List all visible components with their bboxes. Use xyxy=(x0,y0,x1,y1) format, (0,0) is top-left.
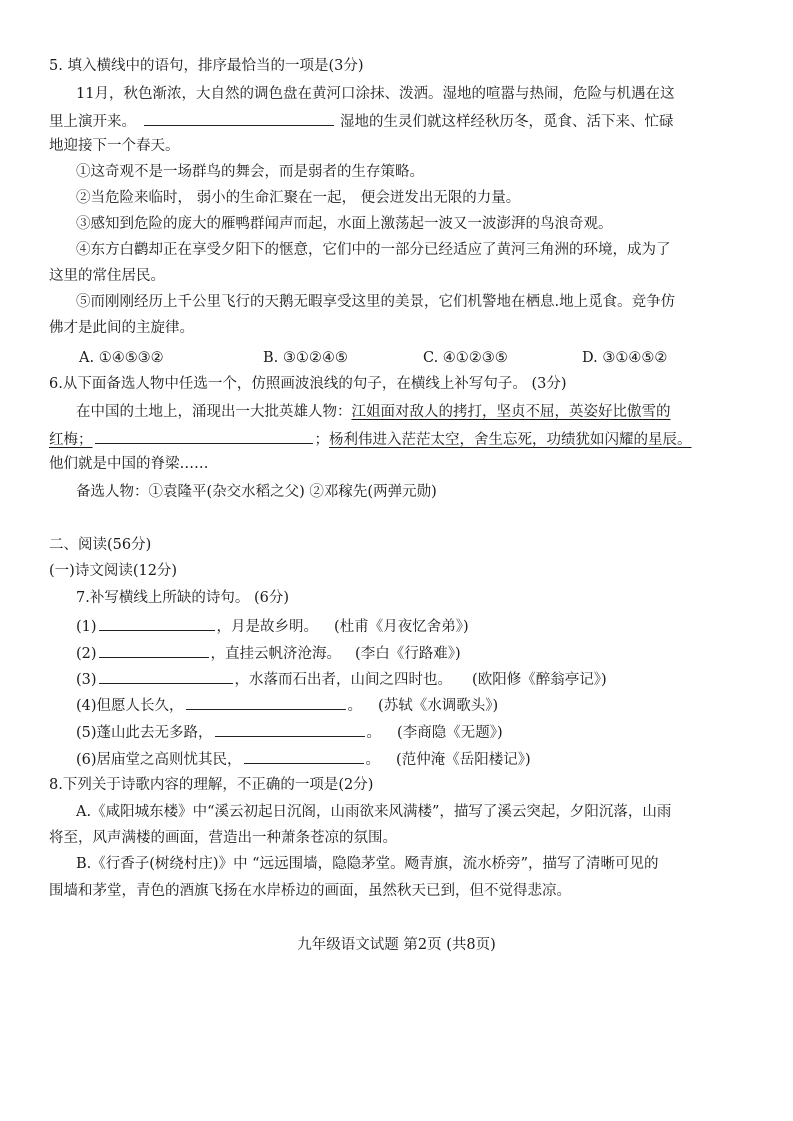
q7-item-5-period: 。 xyxy=(366,725,382,741)
q7-item-3 xyxy=(76,668,607,690)
q5-option-d[interactable]: D. ③①④⑤② xyxy=(582,350,668,366)
q6-line1-a: 在中国的土地上，涌现出一大批英雄人物： xyxy=(76,404,352,420)
q5-sentence-5a: ⑤而刚刚经历上千公里飞行的天鹅无暇享受这里的美景，它们机警地在栖息.地上觅食。竞争仿 xyxy=(76,294,676,310)
q7-item-4-source: (苏轼《水调歌头》) xyxy=(378,698,499,714)
q5-sentence-4a: ④东方白鹳却正在享受夕阳下的惬意，它们中的一部分已经适应了黄河三角洲的环境，成为了 xyxy=(76,242,671,258)
q6-wavy-sentence-part2: 红梅； xyxy=(49,432,93,448)
q7-item-1-text: ，月是故乡明。 xyxy=(216,619,319,635)
q6-line2-semicolon: ； xyxy=(314,432,329,448)
q8-option-b-line2: 围墙和茅堂，青色的酒旗飞扬在水岸桥边的画面，虽然秋天已到，但不觉得悲凉。 xyxy=(49,883,571,899)
q7-item-4 xyxy=(76,694,498,716)
q7-item-4-text: (4)但愿人长久， xyxy=(76,698,184,714)
q6-candidates: 备选人物：①袁隆平(杂交水稻之父) ②邓稼先(两弹元勋) xyxy=(76,484,437,500)
q5-sentence-5b: 佛才是此间的主旋律。 xyxy=(49,320,194,336)
q5-sentence-1: ①这奇观不是一场群鸟的舞会，而是弱者的生存策略。 xyxy=(76,164,424,180)
q7-item-2 xyxy=(76,642,461,664)
q7-item-5-blank[interactable] xyxy=(215,721,365,737)
page-footer: 九年级语文试题 第2页 (共8页) xyxy=(297,937,496,953)
q7-item-1-source: (杜甫《月夜忆舍弟》) xyxy=(334,619,469,635)
q7-item-3-blank[interactable] xyxy=(99,668,233,684)
q5-passage-line3: 地迎接下一个春天。 xyxy=(49,138,180,154)
q5-title: 5. 填入横线中的语句，排序最恰当的一项是(3分) xyxy=(49,58,364,74)
q7-item-4-blank[interactable] xyxy=(186,694,346,710)
q7-item-3-source: (欧阳修《醉翁亭记》) xyxy=(472,672,607,688)
q7-item-2-num: (2) xyxy=(76,646,97,662)
q6-answer-blank[interactable] xyxy=(95,428,313,444)
q6-wavy-sentence-part1: 江姐面对敌人的拷打，坚贞不屈，英姿好比傲雪的 xyxy=(351,404,671,420)
q7-item-2-text: ，直挂云帆济沧海。 xyxy=(210,646,342,662)
q5-passage-line2-b: 湿地的生灵们就这样经秋历冬，觅食、活下来、忙碌 xyxy=(340,114,674,130)
q7-item-1-blank[interactable] xyxy=(99,615,215,631)
q7-item-1-num: (1) xyxy=(76,619,97,635)
q7-item-2-blank[interactable] xyxy=(99,642,209,658)
q5-answer-blank[interactable] xyxy=(144,110,334,126)
q6-line1 xyxy=(76,402,671,422)
q7-item-6-source: (范仲淹《岳阳楼记》) xyxy=(396,752,531,768)
q5-option-a[interactable]: A. ①④⑤③② xyxy=(79,350,164,366)
q7-item-6-blank[interactable] xyxy=(244,748,364,764)
q8-title: 8.下列关于诗歌内容的理解，不正确的一项是(2分) xyxy=(49,777,374,793)
q6-line2 xyxy=(49,428,692,450)
q7-item-3-text: ，水落而石出者，山间之四时也。 xyxy=(234,672,453,688)
q5-passage-line2 xyxy=(49,110,674,132)
q5-passage-line1: 11月，秋色渐浓，大自然的调色盘在黄河口涂抹、泼洒。湿地的喧嚣与热闹，危险与机遇在这 xyxy=(76,86,675,102)
q6-title: 6.从下面备选人物中任选一个，仿照画波浪线的句子，在横线上补写句子。 (3分) xyxy=(49,376,567,392)
q5-sentence-2: ②当危险来临时， 弱小的生命汇聚在一起， 便会迸发出无限的力量。 xyxy=(76,190,521,206)
q7-item-2-source: (李白《行路难》) xyxy=(355,646,461,662)
q7-item-5-text: (5)蓬山此去无多路， xyxy=(76,725,213,741)
q5-option-b[interactable]: B. ③①②④⑤ xyxy=(263,350,348,366)
section2-subtitle: (一)诗文阅读(12分) xyxy=(49,563,178,579)
q7-item-5 xyxy=(76,721,503,743)
q5-option-c[interactable]: C. ④①②③⑤ xyxy=(423,350,508,366)
section2-title: 二、阅读(56分) xyxy=(49,537,152,553)
q5-sentence-4b: 这里的常住居民。 xyxy=(49,268,165,284)
q7-title: 7.补写横线上所缺的诗句。 (6分) xyxy=(76,590,289,606)
q5-sentence-3: ③感知到危险的庞大的雁鸭群闻声而起，水面上激荡起一波又一波澎湃的鸟浪奇观。 xyxy=(76,216,613,232)
q7-item-5-source: (李商隐《无题》) xyxy=(397,725,503,741)
q7-item-6 xyxy=(76,748,531,770)
q7-item-6-period: 。 xyxy=(365,752,381,768)
q8-option-a-line1: A.《咸阳城东楼》中“溪云初起日沉阁，山雨欲来风满楼”，描写了溪云突起，夕阳沉落，山雨 xyxy=(76,804,672,820)
q5-passage-line2-a: 里上演开来。 xyxy=(49,114,136,130)
q7-item-6-text: (6)居庙堂之高则忧其民， xyxy=(76,752,242,768)
q7-item-3-num: (3) xyxy=(76,672,97,688)
q8-option-a-line2: 将至，风声满楼的画面，营造出一种萧条苍凉的氛围。 xyxy=(49,830,397,846)
q6-example-sentence: 杨利伟进入茫茫太空，舍生忘死，功绩犹如闪耀的星辰。 xyxy=(329,432,692,448)
q8-option-b-line1: B.《行香子(树绕村庄)》中 “远远围墙，隐隐茅堂。飏青旗，流水桥旁”，描写了清晰可见的 xyxy=(76,856,659,872)
q7-item-1 xyxy=(76,615,469,637)
q6-line3: 他们就是中国的脊梁…… xyxy=(49,456,209,472)
q7-item-4-period: 。 xyxy=(347,698,363,714)
